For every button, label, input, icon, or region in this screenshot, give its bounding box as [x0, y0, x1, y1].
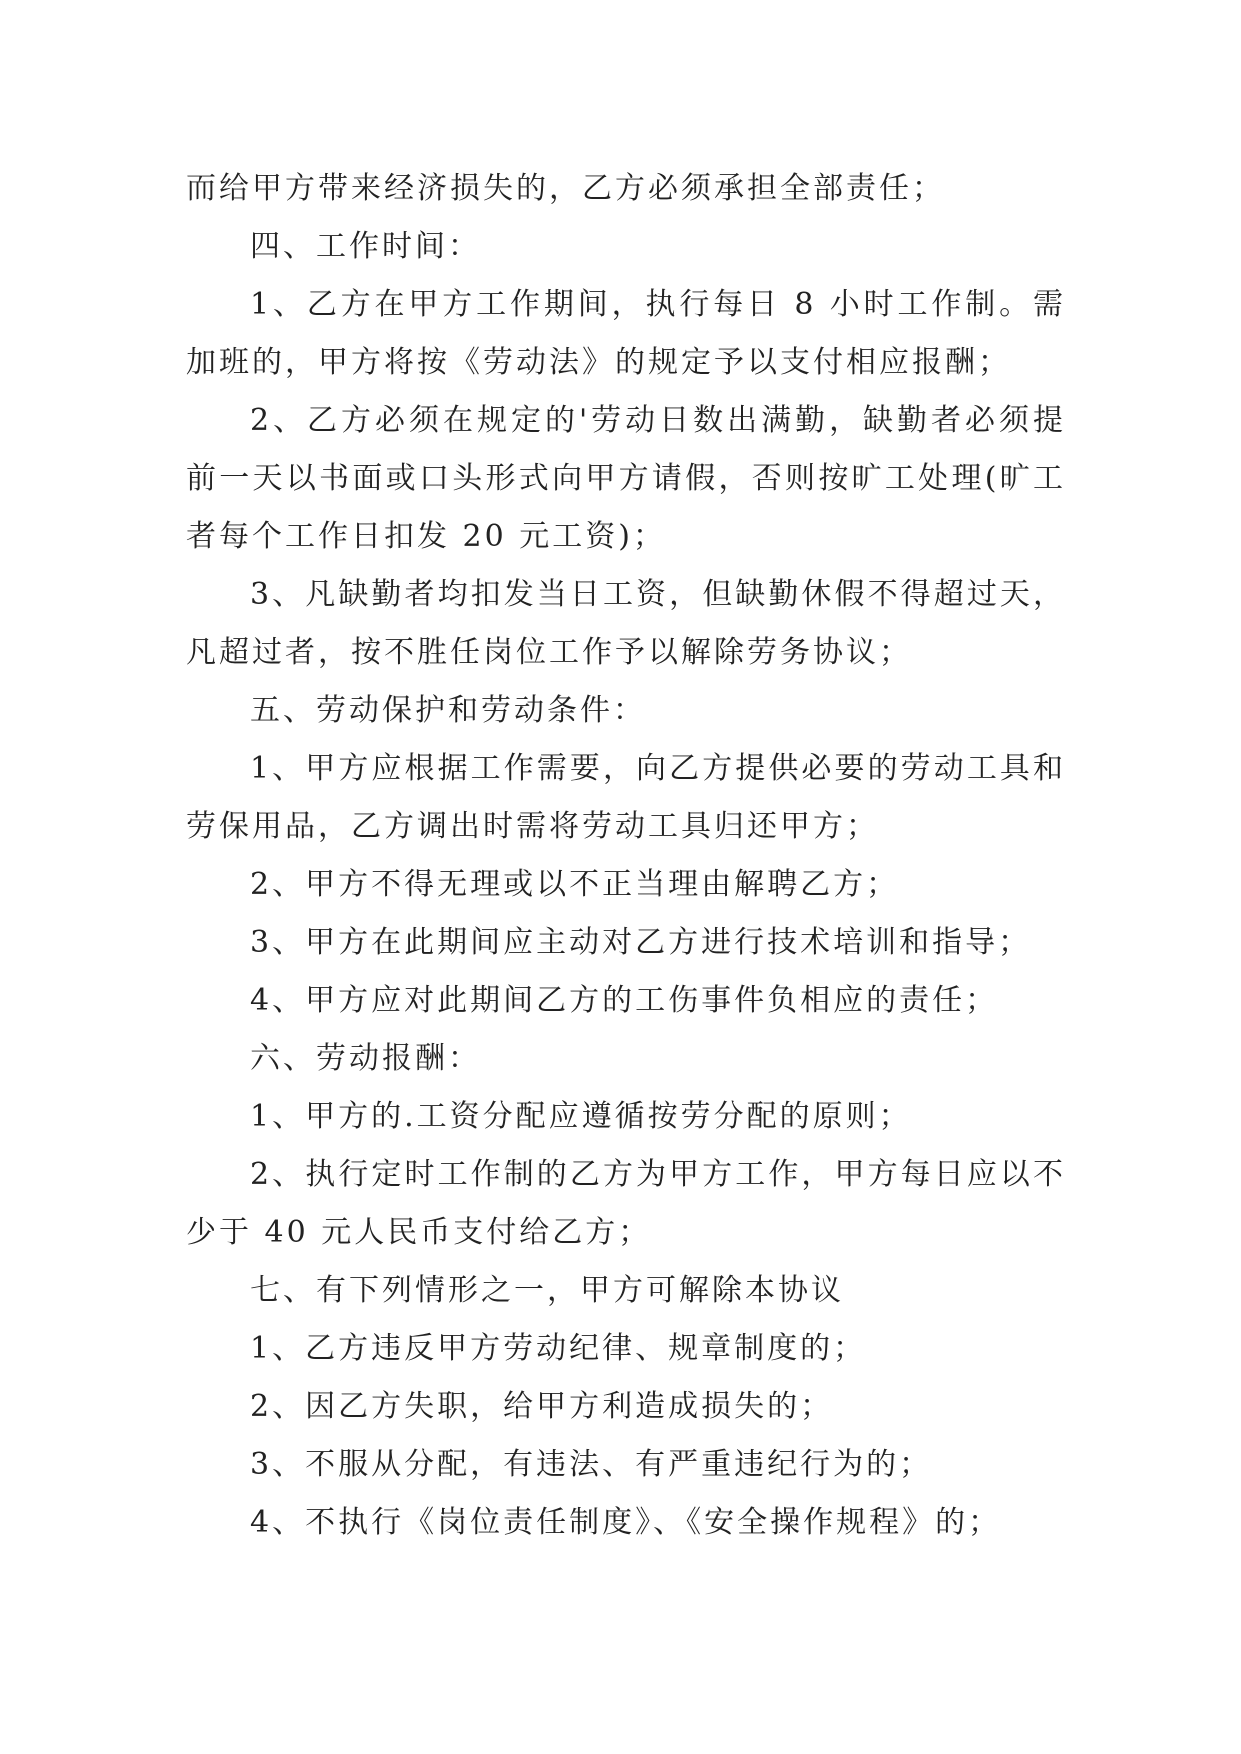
clause-termination-1: 1、乙方违反甲方劳动纪律、规章制度的；: [250, 1331, 867, 1366]
clause-termination-4: 4、不执行《岗位责任制度》、《安全操作规程》的；: [250, 1505, 1002, 1540]
clause-labor-protection-4: 4、甲方应对此期间乙方的工伤事件负相应的责任；: [250, 983, 999, 1018]
clause-labor-protection-2: 2、甲方不得无理或以不正当理由解聘乙方；: [250, 867, 900, 902]
clause-termination-3: 3、不服从分配，有违法、有严重违纪行为的；: [250, 1447, 933, 1482]
clause-work-hours-3: 3、凡缺勤者均扣发当日工资，但缺勤休假不得超过天，凡超过者，按不胜任岗位工作予以解除劳务协议；: [186, 577, 1066, 670]
section-heading-remuneration: 六、劳动报酬：: [250, 1041, 481, 1076]
section-heading-work-hours: 四、工作时间：: [250, 229, 481, 264]
section-heading-termination: 七、有下列情形之一，甲方可解除本协议: [250, 1273, 844, 1308]
clause-remuneration-1: 1、甲方的.工资分配应遵循按劳分配的原则；: [250, 1099, 912, 1134]
clause-work-hours-1: 1、乙方在甲方工作期间，执行每日 8 小时工作制。需加班的，甲方将按《劳动法》的规定予以支付相应报酬；: [186, 287, 1066, 380]
paragraph-continuation: 而给甲方带来经济损失的，乙方必须承担全部责任；: [186, 171, 945, 206]
clause-labor-protection-1: 1、甲方应根据工作需要，向乙方提供必要的劳动工具和劳保用品，乙方调出时需将劳动工具归还甲方；: [186, 751, 1066, 844]
clause-termination-2: 2、因乙方失职，给甲方利造成损失的；: [250, 1389, 834, 1424]
clause-work-hours-2: 2、乙方必须在规定的'劳动日数出满勤，缺勤者必须提前一天以书面或口头形式向甲方请假，否则按旷工处理(旷工者每个工作日扣发 20 元工资)；: [186, 403, 1066, 554]
clause-remuneration-2: 2、执行定时工作制的乙方为甲方工作，甲方每日应以不少于 40 元人民币支付给乙方；: [186, 1157, 1066, 1250]
section-heading-labor-protection: 五、劳动保护和劳动条件：: [250, 693, 646, 728]
clause-labor-protection-3: 3、甲方在此期间应主动对乙方进行技术培训和指导；: [250, 925, 1032, 960]
document-body: [186, 160, 1066, 1552]
